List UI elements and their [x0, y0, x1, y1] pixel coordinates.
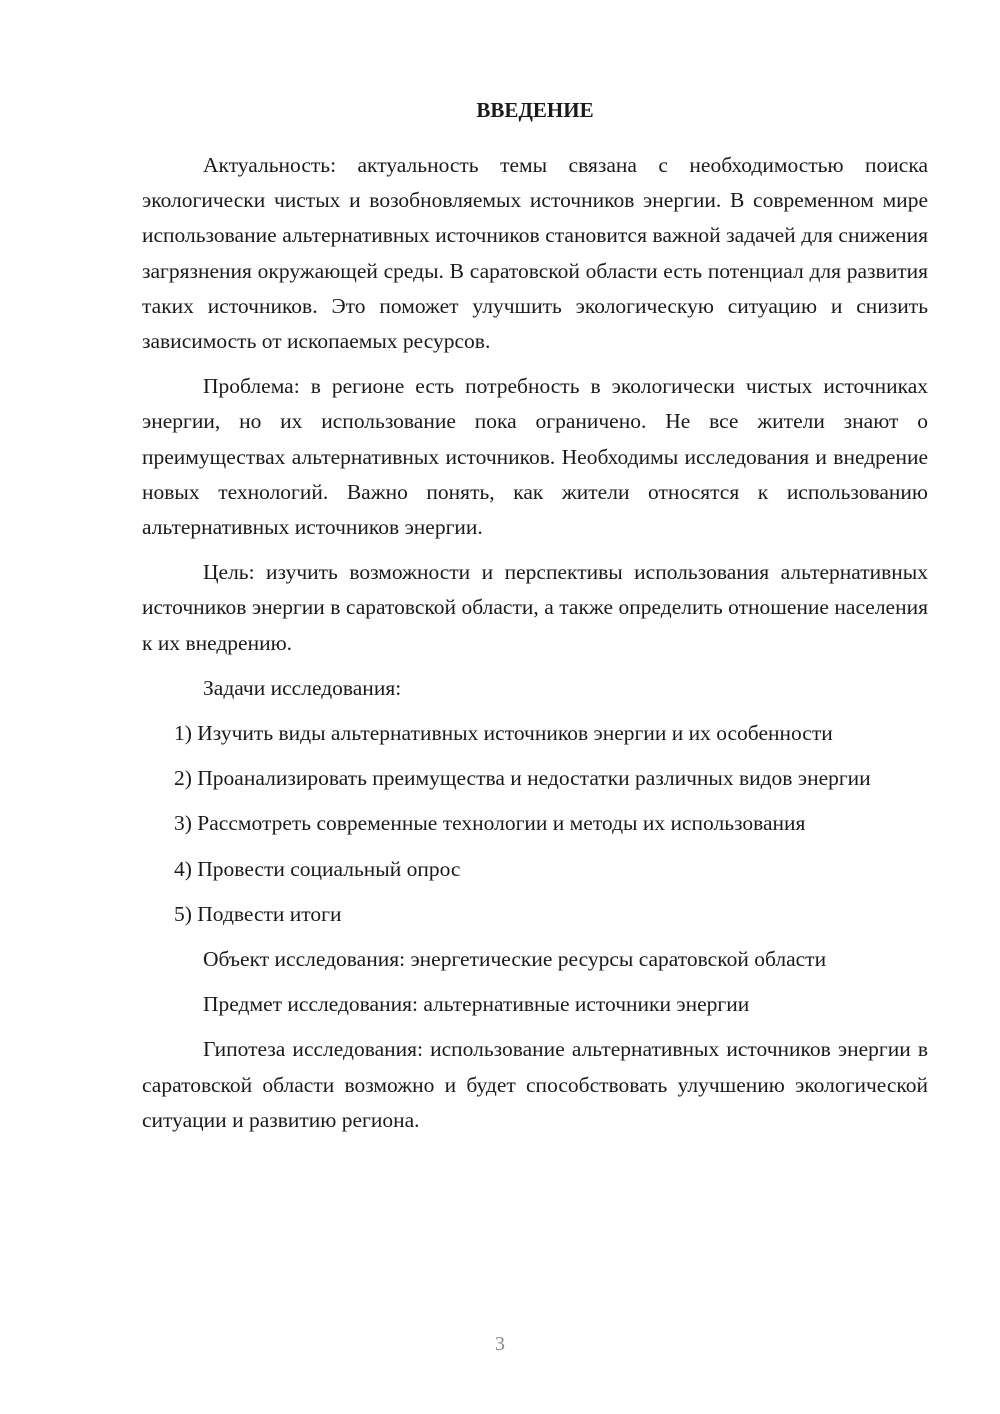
problem-paragraph: Проблема: в регионе есть потребность в экологически чистых источниках энергии, но их использование пока ограничено. Не все жители знают о преимуществах альтернативных источников. Необходимы исследования и внедрение новых технологий. Важно понять, как жители относятся к использованию альтернативных источников энергии. [142, 374, 928, 540]
task-item: 1) Изучить виды альтернативных источников энергии и их особенности [174, 721, 833, 746]
relevance-paragraph: Актуальность: актуальность темы связана с необходимостью поиска экологически чистых и возобновляемых источников энергии. В современном мире использование альтернативных источников становится важной задачей для снижения загрязнения окружающей среды. В саратовской области есть потенциал для развития таких источников. Это поможет улучшить экологическую ситуацию и снизить зависимость от ископаемых ресурсов. [142, 153, 928, 354]
document-page [142, 90, 928, 1148]
page-number: 3 [495, 1333, 505, 1355]
subject-paragraph: Предмет исследования: альтернативные источники энергии [203, 992, 750, 1017]
hypothesis-paragraph: Гипотеза исследования: использование альтернативных источников энергии в саратовской области возможно и будет способствовать улучшению экологической ситуации и развитию региона. [142, 1037, 928, 1132]
goal-paragraph: Цель: изучить возможности и перспективы использования альтернативных источников энергии в саратовской области, а также определить отношение населения к их внедрению. [142, 560, 928, 655]
task-item: 2) Проанализировать преимущества и недостатки различных видов энергии [174, 766, 871, 791]
task-item: 3) Рассмотреть современные технологии и методы их использования [174, 811, 806, 836]
task-item: 5) Подвести итоги [174, 901, 342, 926]
tasks-heading: Задачи исследования: [203, 675, 402, 700]
object-paragraph: Объект исследования: энергетические ресурсы саратовской области [203, 947, 827, 972]
section-title: ВВЕДЕНИЕ [476, 98, 594, 122]
task-item: 4) Провести социальный опрос [174, 856, 461, 881]
